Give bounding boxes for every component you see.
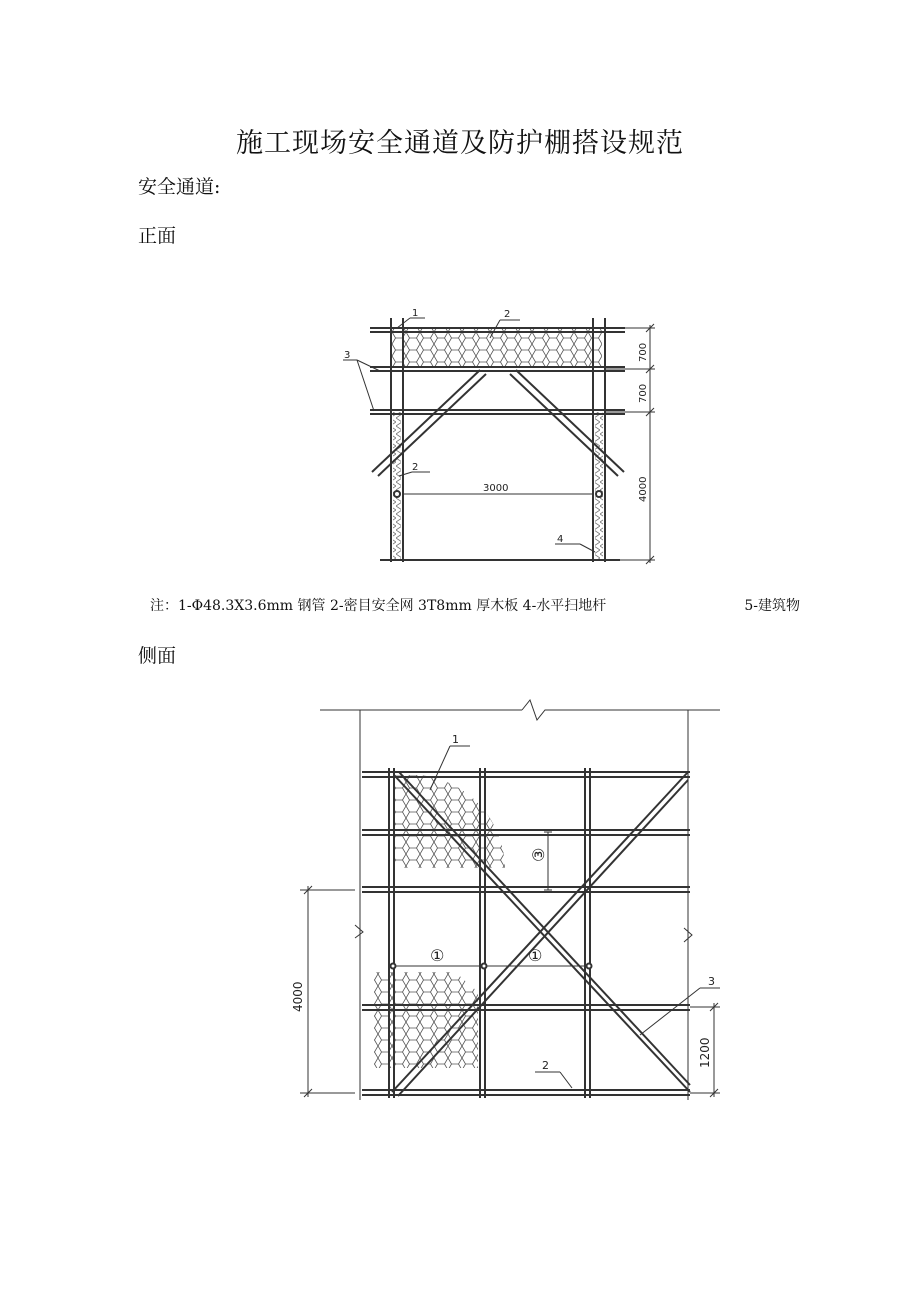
front-label-2-side: 2 <box>412 462 419 473</box>
front-notes <box>150 595 800 615</box>
note-tail: 5-建筑物 <box>744 598 800 614</box>
document-title: 施工现场安全通道及防护棚搭设规范 <box>236 128 684 159</box>
side-circled-one-b: ① <box>528 946 543 965</box>
front-dim-bottom: 4000 <box>638 476 649 502</box>
section-side: 侧面 <box>138 645 177 667</box>
side-circled-one-a: ① <box>430 946 445 965</box>
side-dimensions <box>300 746 720 1097</box>
side-label-2: 2 <box>542 1059 549 1072</box>
side-label-3: 3 <box>708 975 715 988</box>
front-label-4: 4 <box>557 534 564 545</box>
note-main: 注：1-Φ48.3X3.6mm 钢管 2-密目安全网 3T8mm 厚木板 4-水平扫地杆 <box>150 598 607 614</box>
side-circled-three: ③ <box>529 847 548 862</box>
side-labels <box>291 733 715 1072</box>
front-structure <box>370 318 625 562</box>
section-safe-passage: 安全通道: <box>138 176 221 198</box>
front-dim-middle: 700 <box>638 383 649 403</box>
section-front: 正面 <box>138 225 177 247</box>
side-view-diagram <box>0 680 920 1120</box>
side-dim-height: 4000 <box>291 981 305 1012</box>
front-label-1: 1 <box>412 308 419 319</box>
front-dim-width: 3000 <box>483 483 509 494</box>
side-dim-bottom: 1200 <box>698 1037 712 1068</box>
front-view-diagram <box>0 290 920 590</box>
side-label-1: 1 <box>452 733 459 746</box>
front-label-3: 3 <box>344 350 351 361</box>
front-label-2-top: 2 <box>504 309 511 320</box>
front-dim-top: 700 <box>638 342 649 362</box>
